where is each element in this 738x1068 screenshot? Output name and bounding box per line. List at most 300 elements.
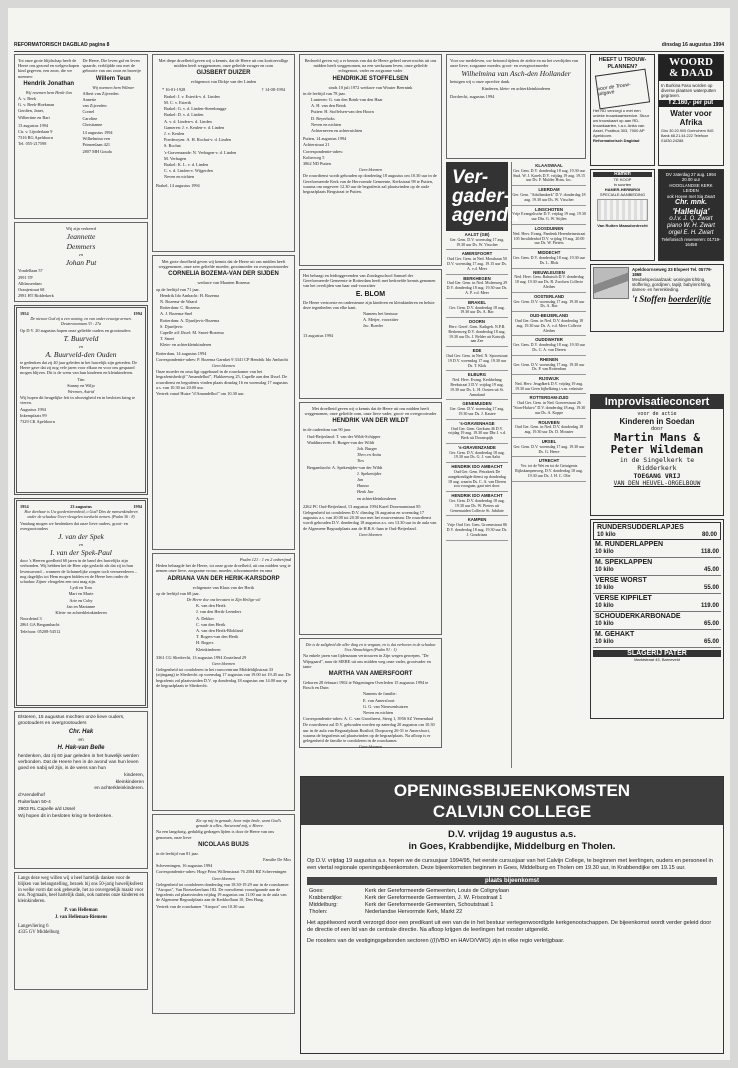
blom-date: 13 augustus 1994 [303, 332, 334, 338]
spek-year-1: 1954 [20, 504, 29, 509]
bozema-intro: Met grote droefheid geven wij kennis dat de Heere uit ons midden heeft weggenomen, onze zeer geliefde moeder, grootmoeder en overgrootmoeder [158, 259, 289, 270]
agenda-item-right-details: Ger. Gem. D.V. woensdag 17 aug. 19.30 uur Ds. P. van Rotterdam [513, 361, 585, 372]
hak-body: herdenken, dat zij 60 jaar geleden in het huwelijk werden verbonden. Dat de Heere hen in de avond van hun leven goed en nabij wil zijn, is de wens van hun [18, 754, 139, 771]
duizer-row-10: M. Verhagen [164, 155, 187, 161]
trouw-body: Het RD verzorgt u met een unieke trouwkaartservice. Stuur uw trouwkaart op aan RD-trouwkaarten, t.a.v. Anita van Assel, Postbus 303, 7000 AP Apeldoorn. [593, 108, 650, 138]
addr-right-0: Wilhelmina ven [82, 136, 110, 142]
column-1 [14, 54, 148, 1054]
anniversary-buurveld [14, 305, 148, 495]
agenda-item-right-title: LOOSDUINEN [534, 225, 564, 231]
agenda-item-left-details: Ger. Gem. D.V. donderdag 18 aug. 19.30 uur Ds. A. Bac [449, 304, 505, 315]
duizer-intro: Met diepe droefheid geven wij u kennis, dat de Heere uit ons korttoevallige midden heeft weggenomen, onze geliefde zwager en oom [158, 58, 289, 69]
duizer-row-5: Gameren: J. v. Keulen-v. d. Linden [164, 124, 225, 130]
bozema-name: CORNELIA BOZEMA-VAN DER SIJDEN [168, 271, 279, 278]
hak-note: Wij hopen dit in besloten kring te herdenken. [18, 813, 113, 819]
agenda-item-left-details: Herv. Geref. Gem. Kathgeb. N.P.R. Berkenweg D.V. donderdag 18 aug. 19.30 uur Ds. J. Belder uit Katwijk aan Zee [448, 323, 506, 344]
agenda-item-right-title: MIDDECHT [537, 250, 561, 256]
agenda-item-left-title: AALST (GB) [464, 232, 490, 237]
agenda-item-left-details: Ned. Herv. Evang. Kerkbelang Beekstraat 3 D.V. vrijdag 19 aug. 19.30 uur Ds. L. H. Oosten uit St. Annaland [450, 377, 504, 397]
trouw-foot: Reformatorisch Dagblad [593, 138, 640, 143]
agenda-item-right [512, 356, 586, 375]
addr-right-1: Prinsenlaan 421 [82, 142, 111, 148]
slager-top-unit: 10 kilo [597, 532, 616, 538]
anniversary-vanderspek [14, 498, 148, 708]
duizer-born: * 16-01-1928 [162, 86, 186, 92]
agenda-item-right [512, 336, 586, 355]
amersfoort-sig-0: Namens de familie: [363, 691, 397, 697]
wildt-addr: 2262 PC Oud-Beijerland, 13 augustus 1994 Karel Doormanstraat 85 [303, 503, 421, 509]
agenda-item-right-details: Ger. Gem. D.V. donderdag 18 aug. 19.30 uur Stud. W. J. Karels D.V. vrijdag 19 aug. 19.15 uur Ds. F. Mulder Hons. loc. [512, 167, 586, 183]
slager-items [593, 540, 721, 648]
agenda-item-left-title: 's-GRAVENHAGE [459, 420, 495, 426]
agenda-item-right-details: Ger. Gem. D.V. woensdag 17 aug. 19.30 uur Ds. G. Heere [513, 443, 585, 454]
slager-item-unit: 10 kilo [595, 639, 614, 645]
spek-body: door 's Heeren goedheid 60 jaren in de band des huwelijks zijn verbonden. Wij hebben het de Heer zijn geslacht als dat zij in hun levensavond – wanneer de lichamelijke zorgen toch vermeerderen – nog dagelijks tot Hem mogen bidden en de Heere hen onder de schaduw Zijner vleugelen een rust mag zijn. [20, 558, 137, 585]
wildt-row-2: Joh. Burger [357, 446, 377, 452]
bozema-row-1: N. Bozema-de Waard [160, 299, 197, 305]
ad-halleluja-concert [658, 169, 724, 261]
engaged-addr-4: 2981 HT Ridderkerk [18, 293, 54, 299]
bozema-row-7: T. Snoei [160, 336, 175, 342]
obit-bozema [152, 255, 295, 550]
agenda-item-left-details: Oud Ger. Gem. Gorkum 46 D.V. vrijdag 19 aug. 19.30 uur Dhr J. v.d. Berk uit Doornspijk [448, 425, 506, 441]
amersfoort-sig-3: Neven en nichten [363, 710, 394, 716]
stoffelsen-row-3: D. Reyerhoks [311, 115, 335, 121]
buijs-bloemen: Geen bloemen [212, 875, 235, 881]
agenda-item-right [512, 206, 586, 225]
calvijn-title-2: CALVIJN COLLEGE [432, 802, 592, 821]
trouw-stamp: voor de Trouw-uitgave [595, 69, 650, 110]
calvijn-title-1: OPENINGSBIJEENKOMSTEN [393, 781, 631, 800]
slager-item-name: M. GEHAKT [595, 631, 635, 638]
agenda-item-left [446, 420, 508, 444]
agenda-item-left-details: Ger. Gem. D.V. woensdag 17 aug. 19.30 uur Ds. W. Visscher [449, 236, 505, 247]
agenda-item-left-details: Oud Ger. Gem. in Ned. N. Spoorstraat 19 D.V. woensdag 17 aug. 19.30 uur Ds. T. Klok [446, 352, 508, 368]
ramen-body: Van Ruiten Maasdordrecht [597, 223, 648, 228]
duizer-name: GIJSBERT DUIZER [196, 70, 251, 77]
agenda-item-left [446, 492, 508, 516]
agenda-item-right-details: Vrije Evangelische D.V. vrijdag 19 aug. 19.30 uur Dhr. G. W. Stijlen [512, 211, 586, 222]
column-ads-lower [590, 394, 724, 774]
herik-body: Gelegenheid tot condoleren in het rouwcentrum Middeldijkstraat 33 (zijingang) te Sliedrecht op woensdag 17 augustus van 19.00 tot 19.45 uur. De begrafenis zal plaatsvinden D.V. op donderdag 18 augustus om 14.00 uur op de begraafplaats te Sliedrecht. [156, 667, 291, 688]
birth-sub-right: Wij noemen hem Wilmer [92, 84, 135, 90]
wildt-row-0: Oud-Beijerland: T. van der Wildt-Schipper [307, 433, 381, 439]
hak-fam-2: en achterkleinkinderen. [94, 786, 144, 792]
slager-item-price: 118.00 [700, 549, 719, 555]
hal-l3: HOOGLANDSE KERK [669, 182, 713, 188]
woord-daad-logo [659, 55, 723, 81]
agenda-item-left [446, 516, 508, 540]
place-row [307, 902, 717, 909]
agenda-item-left-title: BRAKEL [468, 299, 486, 305]
engaged-and: en [78, 252, 84, 258]
ramen-sub-0: TE KOOP [613, 177, 632, 182]
blom-name: E. BLOM [355, 290, 386, 298]
place-label: Tholen: [309, 909, 328, 915]
agenda-item-left [446, 444, 508, 463]
helleman-sig-0: P. van Helleman [64, 907, 98, 913]
column-4 [446, 54, 586, 776]
spek-en: en [78, 542, 84, 548]
duizer-row-13: Neven en nichten [164, 174, 195, 180]
agenda-title-line-0: Ver- [452, 167, 489, 188]
ad-improvisatieconcert [590, 394, 724, 516]
slager-item-name: M. SPEKLAPPEN [595, 559, 653, 566]
bozema-row-8: Klein- en achterkleinkinderen [160, 342, 212, 348]
column-2 [152, 54, 295, 1054]
engaged-addr-3: Oranjestraat 68 [18, 287, 45, 293]
buurveld-date: Augustus 1994 [20, 406, 46, 412]
addr-left-0: Cir. v. Lijnderlaan 9 [18, 129, 53, 135]
hal-l2: 20.00 uur [681, 177, 701, 183]
buijs-extra: Vertrek van de rouwkamer "Atropos" om 10.30 uur. [156, 903, 246, 909]
slager-item [593, 576, 721, 594]
boerderij-phone: Apeldoornseweg 33 Elspeet Tel. 05779-1868 [632, 267, 712, 277]
slager-item-price: 55.00 [703, 585, 719, 591]
bozema-bloemen: Geen bloemen [212, 363, 235, 369]
parents-right-0: Albert van Zijverden [82, 90, 119, 96]
place-row [307, 895, 717, 902]
boerderij-brand-1: 't Stoffen [632, 294, 667, 304]
hal-n4: piano W. H. Zwart [667, 223, 715, 230]
slager-item-price: 119.00 [700, 603, 719, 609]
place-label: Krabbendijke: [309, 895, 343, 901]
agenda-item-right-details: Ger. Gem. D.V. woensdag 17 aug. 19.30 uur Ds. A. Bac [513, 298, 585, 309]
amersfoort-sig-1: E. van Amersfoort [363, 697, 395, 703]
obit-stoffelsen [299, 54, 442, 266]
amersfoort-intro: Na enkele jaren van lijdenzaam vertrouwen in Zijn wegen geroepen, "De Wijngaard", naar de SIERE uit ons midden weg onze vader, grootvader en tante [303, 653, 431, 669]
slager-item-price: 65.00 [703, 639, 719, 645]
agenda-item-right-details: Ned. Herv. Evang. Pandenk Herenheinestraat 105 Invalidenhof D.V. vrijdag 19 aug. 20.00 uur Ds. W. Pieters [512, 230, 586, 246]
anniversary-hak [14, 711, 148, 869]
agenda-item-left-title: 's-GRAVENZANDE [458, 444, 496, 450]
slager-item-name: SCHOUDERKARBONADE [595, 613, 681, 620]
agenda-item-right-details: Ned. Herv. Gem. Bahuisch D.V. donderdag 18 aug. 19.30 uur Ds. B. Zwolsen Collecte Alethes [514, 274, 584, 289]
hal-n2: 'Halleluja' [672, 207, 710, 217]
amersfoort-sig-2: G. G. van Nieuwenhuizen [363, 703, 408, 709]
agenda-item-right-title: OUD-BEIJERLAND [529, 313, 569, 319]
agenda-item-left [446, 299, 508, 318]
agenda-item-left-details: Oud Ger. Gem. in Ned. Molenweg 29 D.V. donderdag 18 aug. 19.30 uur Ds. A. P. v.d. Meer [446, 280, 508, 295]
spek-sig-4: Klein- en achterkleinkinderen [55, 610, 107, 616]
slager-item [593, 558, 721, 576]
thanks-helleman [14, 872, 148, 990]
hal-n1: Chr. mnk. [675, 199, 707, 207]
agenda-item-left-title: ELBURG [467, 372, 487, 378]
asch-name: Wilhelmina van Asch-den Hollander [461, 69, 571, 79]
agenda-title-line-1: gader- [452, 186, 511, 207]
agenda-item-right-title: LINSCHOTEN [535, 206, 563, 212]
slager-item [593, 630, 721, 648]
woord-daad-big-1: Water voor [670, 109, 712, 118]
agenda-item-right [512, 457, 586, 481]
slager-item-price: 45.00 [703, 567, 719, 573]
bozema-row-6: Capelle a/d IJssel: M. Snoei-Bozema [160, 330, 224, 336]
blom-intro: Het behaagt en leidinggevenden van Zondagsschool Samuel der Gereformeerde Gemeente te Rotterdam heeft met bedroefde kennis genomen van het overlijden van haar oud-voorzitter [303, 273, 436, 289]
stoffelsen-date: Putten, 14 augustus 1994 [303, 136, 347, 142]
slager-item [593, 612, 721, 630]
bozema-body: Onze moeder en oma ligt opgebaard in de rouwkamer van het begrafenisbedrijf "Amandelhof", Flakkeeweg 25, Capelle aan den IJssel. De rouwdienst en begrafenis vinden plaats dinsdag 16 en woensdag 17 augustus a.s. van 10.30 tot 20.00 uur. [156, 369, 288, 390]
birth-left-intro: Tot onze grote blijdschap heeft de Heere ons gezond en welgeschapen kind gegeven, een zoon, die we noemen: [18, 58, 80, 79]
duizer-row-0: Brakel: J. v. Esterik-v. d. Linden [164, 93, 220, 99]
ad-woord-daad [658, 54, 724, 166]
place-value: Kerk der Gereformeerde Gemeenten, Louis de Colignylaan [365, 888, 509, 894]
bozema-date: Rotterdam, 14 augustus 1994 [156, 350, 207, 356]
impro-p4: VAN DEN HEUVEL-ORGELBOUW [613, 480, 701, 487]
agenda-item-left [446, 347, 508, 371]
hak-intro: Elsteren, 15 augustus mochten onze lieve ouders, grootouders en overgrootouders [18, 715, 125, 726]
amersfoort-bloemen: Geen bloemen [359, 744, 382, 750]
agenda-title-line-2: agenda [452, 205, 519, 226]
agenda-item-left [446, 371, 508, 400]
hak-fam-0: kinderen, [124, 772, 144, 778]
parents-right-3: Cornel [82, 109, 95, 115]
buurveld-intro: Op D.V. 20 augustus hopen onze geliefde ouders en grootouders [20, 327, 131, 333]
buijs-addr: Correspondentie-adres: Hoge Prins Willemstraat 76 2584 HZ Scheveningen [156, 869, 287, 875]
year-1954: 1954 [20, 311, 29, 316]
agenda-item-left [446, 400, 508, 419]
spek-addr-0: Noordeind 3 [20, 616, 42, 622]
herik-row-6: H. Bogers [196, 640, 214, 646]
bozema-row-4: Rotterdam: A. Djurdjevic-Bozema [160, 317, 220, 323]
blom-sig-2: Jac. Boeder [363, 323, 384, 329]
agenda-item-right-title: OUDDWATER [535, 337, 563, 343]
agenda-item-right-details: Oud Ger. Gem. in Ned. D.V. donderdag 18 aug. 19.30 uur Ds. A. v.d. Meer Collecte Alethes [514, 317, 584, 333]
agenda-item-right-title: ROUVEEN [538, 419, 560, 425]
buurveld-sig-0: Tim [77, 376, 85, 382]
trouw-question: HEEFT U TROUW-PLANNEN? [598, 57, 647, 70]
duizer-row-3: Brakel: D. v. d. Linden [164, 112, 204, 118]
agenda-item-left-title: AMERSFOORT [461, 251, 493, 257]
agenda-item-right-title: KLAASWAAL [535, 163, 563, 168]
calvijn-places-table [307, 888, 717, 916]
spek-addr-1: 2861 GA Bergambacht [20, 622, 60, 628]
agenda-item-right [512, 312, 586, 336]
duizer-row-12: C. v. d. Linden-v. Wijgerden [164, 168, 213, 174]
asch-fam: Kinderen, klein- en achterkleinkinderen [481, 85, 551, 91]
thanks-vanasch [446, 54, 586, 159]
agenda-item-right-details: Ger. Gem. D.V. donderdag 18 aug. 19.30 uur Ds. L. Blok [513, 254, 585, 265]
wildt-row-5: Bergambacht: A. Spekenijder-van der Wildt [307, 464, 383, 470]
slager-top-offer [593, 522, 721, 540]
ramen-picture [597, 199, 648, 221]
bozema-row-2: Rotterdam: C. Bozema [160, 305, 200, 311]
spek-intro: Vandaag mogen we herdenken dat onze lieve ouders, groot- en overgrootouders [20, 520, 128, 531]
bozema-row-0: Hendrik Ido Ambacht: H. Bozema [160, 292, 220, 298]
agenda-item-left-details: Oud Ger. Gem. in Ned. Mossbaan 50 D.V. woensdag 17 aug. 19.15 uur Ds. A. v.d. Meer [447, 256, 507, 271]
hal-l5: ook Hoeve met Sia Zwart [666, 193, 716, 199]
herik-intro: Heden behaagde het de Heere, tot onze grote droefheid, uit ons midden weg te nemen onze lieve, zorgzame vrouw, moeder, schoonmoeder en oma [156, 563, 291, 574]
buijs-fam: Familie De Mos [263, 857, 291, 863]
herik-verse2: De Heere doe ons berusten in Zijn Heilige wil [186, 597, 261, 603]
calvijn-sub-1: D.V. vrijdag 19 augustus a.s. [448, 829, 576, 840]
agenda-item-right [512, 249, 586, 268]
impro-n1: Martin Mans & [613, 431, 701, 444]
hal-n5: orgel E. H. Zwart [668, 230, 714, 237]
obit-duizer [152, 54, 295, 252]
spek-name-1: J. van der Spek [58, 532, 104, 542]
buijs-body: Gelegenheid tot condoleren donderdag van 18.30-19.29 uur in de rouwkamer "Atropos", Van Boetzelaerlaan 182. De rouwdienst voorafgaande aan de begrafenis zal plaatsvinden vrijdag 19 augustus om 11.00 uur in de aula van de Algemene Begraafplaats aan de Kerkhoflaan 10, Den Haag. [156, 881, 289, 903]
helleman-body: Langs deze weg willen wij u heel hartelijk danken voor de blijken van belangstelling, bezoek bij ons 50-jarig huwelijksfeest in welke vorm dat ook gebeurde, het zo onvergetelijk maakt voor ons. Nogmaals, heel hartelijk dank, ook namens onze kinderen en kleinkinderen. [18, 876, 145, 905]
spek-sig-2: Arie en Coby [69, 597, 93, 603]
engagement-intro: Wij zijn verkeerd [66, 226, 96, 231]
place-value: Kerk der Gereformeerde Gemeenten, Schoutstraat 1 [365, 902, 494, 908]
place-label: Middelburg: [309, 902, 338, 908]
birth-name-left: Hendrik Jonathan [23, 80, 75, 87]
stoffelsen-sub: sinds 10 juli 1972 weduwe van Wouter Beernink [328, 84, 413, 90]
agenda-item-right-details: Ger. Gem. D.V. donderdag 18 aug. 19.30 uur Ds. C. A. van Dieren [513, 342, 585, 352]
duizer-row-6: J. v. Keulen [164, 131, 185, 137]
parents-left-1: G. v. Beek-Hoekman [18, 102, 55, 108]
duizer-row-2: Brakel: G. v. d. Linden-Steenbrugge [164, 106, 227, 112]
woord-daad-title-1: WOORD [669, 56, 713, 68]
hak-name-1: Chr. Hak [68, 728, 94, 735]
ramen-title: Ramen [593, 172, 652, 177]
spek-name-2: I. van der Spek-Paul [50, 548, 112, 558]
parents-left-2: Gerdien, Janet, [18, 108, 44, 114]
helleman-addr-0: Langevliering 6 [18, 923, 49, 929]
impro-p2: Ridderkerk [637, 464, 677, 472]
page-header [14, 40, 724, 52]
stoffelsen-body: De rouwdienst wordt gehouden op donderdag 18 augustus om 10.30 uur in de Gereformeerde Kerk van de Hervormde Gemeente, Kerkstraat 98 te Putten, waarna om ongeveer 12.30 uur de begrafenis zal plaatsvinden op de oude begraafplaats Bergstraat te Putten. [303, 173, 437, 195]
boerderij-body: Meubelspeciaalzaak: woninginrichting, stoffering, gordijnen, tapijt, babyinrichting, dames- en herenkleding. [632, 277, 712, 292]
wildt-bloemen: Geen bloemen [359, 531, 382, 537]
asch-date: Dordrecht, augustus 1994 [450, 93, 495, 99]
agenda-item-right-details: Oud Ger. Gem. in Ned. D.V. donderdag 18 aug. 19.30 uur Ds. D. Mouster [514, 424, 584, 435]
woord-daad-big-2: Afrika [679, 118, 703, 127]
agenda-item-left-details: Ger. Gem. D.V. donderdag 18 aug. 19.30 uur Ds. W. Pieters uit Genemuiden Collecte St. Jubilate [449, 498, 505, 513]
stoffelsen-row-0: Lunteren: G. van den Brink-van den Haar [311, 97, 383, 103]
spek-sig-1: Mart en Marie [68, 591, 94, 597]
engaged-addr-2: Alblasserdam [18, 280, 42, 286]
impro-p3: TOEGANG VRIJ [633, 472, 681, 480]
buurveld-body: te gedenken dat zij 40 jaar geleden in het huwelijk zijn getreden. De Heere gave dat zij nog vele jaren voor elkaar en voor ons gespaard mogen blijven. Dit is de wens van hun kinderen en kleinkinderen. [20, 360, 138, 376]
agenda-item-left-details: Oud Ger. Gem. Petrakerk De aangekondigde dienst op donderdag 18 aug. waarin Ds. C. A. van Dieren zou voorgaan, gaat niet door. [447, 469, 507, 489]
bozema-addr: Correspondentie-adres: P. Bozema Garnket 9 3341 CP Hendrik Ido Ambacht [156, 356, 288, 362]
stoffelsen-name: HENDRIKJE STOFFELSEN [332, 75, 409, 82]
bozema-age: op de leeftijd van 71 jaar. [156, 286, 200, 292]
engaged-name-1: Demmers [66, 242, 96, 252]
buijs-intro: Na een langdurig, geduldig gedragen lijden is door de Heere van ons genomen, onze lieve [156, 829, 275, 840]
impro-title: Improvisatieconcert [591, 395, 723, 409]
birth-notice [14, 54, 148, 219]
bozema-sub: weduwe van Maarten Bozema [197, 280, 250, 286]
parents-right-4: Caroline [82, 115, 98, 121]
buurveld-name-2: A. Buurveld-den Ouden [45, 350, 117, 360]
ramen-sub-2: HAMER-HERBIRGI [604, 187, 641, 192]
buijs-date: Scheveningen, 16 augustus 1994 [156, 863, 213, 869]
parents-left-0: A. v. Beek [18, 96, 37, 102]
buijs-age: in de leeftijd van 81 jaar. [156, 850, 199, 856]
obit-buijs [152, 814, 295, 1014]
agenda-item-left-details: Vrije Oud Ger. Gem. Groenestraat 86 D.V. donderdag 18 aug. 19.30 uur Ds. J. Goudriaan [446, 522, 508, 537]
duizer-row-8: S. Rochat [164, 143, 181, 149]
slager-item-price: 65.00 [703, 621, 719, 627]
agenda-item-left [446, 231, 508, 250]
ad-slagerij-pater [590, 519, 724, 719]
wildt-row-9: Henk Jan [357, 489, 374, 495]
herik-row-3: C. van den Herik [196, 621, 226, 627]
obit-vanamersfoort [299, 638, 442, 748]
herik-verse: Psalm 121 : 1 en 2 onberijmd [239, 557, 291, 562]
ramen-sub-3: SPECIALE AANBIEDING [599, 192, 646, 197]
birth-name-right: Willem Teun [95, 75, 131, 82]
impro-n2: Peter Wildeman [610, 443, 704, 456]
stoffelsen-row-4: Neven en nichten [311, 121, 342, 127]
spek-year-2: 1994 [133, 504, 142, 509]
woord-daad-title-2: & DAAD [669, 67, 713, 79]
ads-row-2 [590, 169, 724, 261]
slager-name: SLAGERIJ PATER [593, 650, 721, 657]
stoffelsen-addr-1: Correspondentie-adres: [303, 148, 344, 154]
ramen-sub-1: in soorten [613, 182, 632, 187]
place-label: Goes: [309, 888, 324, 894]
verse-psalm-36: Hoe dierbaar is Uw goedertierenheid, o God! Dies de mensenkinderen onder de schaduw Uwer vleugelen toevlucht nemen. (Psalm 36 : 8) [24, 509, 138, 520]
amersfoort-dates: Geboren 28 februari 1902 te Wageningen Overleden 15 augustus 1994 te Bosch en Duin [303, 680, 429, 691]
agenda-item-right-details: Ver. tot de Wet en tot de Getuigenis Rijkskampenweg, D.V. donderdag 18 aug. 19.30 uur Ds. J. H. C. Olie [515, 463, 583, 478]
calvijn-college-ad [300, 776, 724, 1054]
woord-daad-body: In Burkina Faso worden op diverse plaatsen waterputten gegraven. [661, 83, 716, 98]
blom-sig-0: Namens het bestuur: [363, 311, 399, 317]
ad-ramen [590, 169, 655, 261]
agenda-item-right [512, 438, 586, 457]
slager-item-unit: 10 kilo [595, 549, 614, 555]
duizer-row-4: A. v. d. Linden-v. d. Linden [164, 118, 212, 124]
hak-fam-1: kleinkinderen [115, 779, 144, 785]
addr-left-2: Tel. 055-217598 [18, 141, 47, 147]
spek-day: 23 augustus [70, 504, 92, 509]
engaged-addr-1: 2991 TP [18, 274, 33, 280]
column-3 [299, 54, 442, 776]
spek-addr-2: Telefoon: 05208-54512 [20, 628, 61, 634]
calvijn-body: Op D.V. vrijdag 19 augustus a.s. hopen we de cursusjaar 1994/95, het eerste cursusjaar van het Calvijn College, te beginnen met leerlingen, ouders en personeel in een viertal regionale openingsbijeenkomsten. Deze bijeenkomsten beginnen in Goes, Middelburg en Tholen om 19.30 uur, in Krabbendijke om 19.15 uur. [307, 858, 713, 871]
engagement-notice [14, 222, 148, 302]
agenda-item-left-title: HENDRIK IDO AMBACHT [451, 464, 503, 470]
buijs-name: NICOLAAS BUIJS [198, 841, 249, 848]
birth-date-right: 14 augustus 1994 [82, 130, 113, 136]
impro-p1: in de Singelkerk te [619, 456, 695, 464]
agenda-item-right-title: NIEUWLEUSEN [533, 269, 565, 275]
duizer-row-7: Poederoyen: A. H. Rochat-v. d. Linden [164, 137, 231, 143]
obit-blom [299, 269, 442, 399]
year-1994: 1994 [133, 311, 142, 316]
bozema-extra: Vertrek vanaf Huize "d'Amandelhof" om 10.30 uur. [156, 391, 245, 397]
hal-foot: Telefonisch reserveren: 01719-16458 [661, 237, 721, 248]
duizer-sub: echtgenoot van Dirkje van der Linden [190, 79, 257, 85]
wildt-age: in de ouderdom van 90 jaar. [303, 427, 351, 433]
agenda-item-right [512, 269, 586, 293]
wildt-row-7: Jan [357, 477, 364, 483]
wildt-row-3: Theo en Anita [357, 452, 382, 458]
herik-row-2: A. Dekker [196, 615, 214, 621]
obit-vanderwildt [299, 402, 442, 635]
header-date: dinsdag 16 augustus 1994 [661, 42, 724, 48]
hal-l1: DV zaterdag 27 aug. 1994 [665, 172, 717, 177]
ad-stoffenboerderijtje [590, 264, 724, 332]
parents-right-5: Christianne [82, 121, 103, 127]
amersfoort-verse: Die is de zaligheid die aller ding en is vergaan, en is dat verhoven in de schaduw Uws Almachtigen (Psalm 91 : 1) [305, 642, 436, 653]
calvijn-header [301, 777, 723, 825]
calvijn-sub-2: in Goes, Krabbendijke, Middelburg en Tholen. [408, 841, 616, 852]
herik-row-5: T. Bogers-van den Herik [196, 634, 239, 640]
buurveld-en: en [78, 343, 84, 349]
herik-row-0: K. van den Herik [196, 603, 226, 609]
agenda-item-right [512, 394, 586, 418]
agenda-item-left-title: KAMPEN [467, 517, 487, 523]
agenda-item-right [512, 162, 586, 186]
duizer-row-11: Brakel: K. L. v. d. Linden [164, 162, 209, 168]
amersfoort-body: De rouwdienst zal D.V. gehouden worden op zaterdag 20 augustus om 10.30 uur in de aula van Begraafplaats Rusthof, Dorpsweg 26-31 te Amersfoort, waarna de begrafenis zal plaatsvinden op de begraafplaats. Na afloop is er gelegenheid de familie te condoleren in de rouwkamer. [303, 722, 435, 744]
